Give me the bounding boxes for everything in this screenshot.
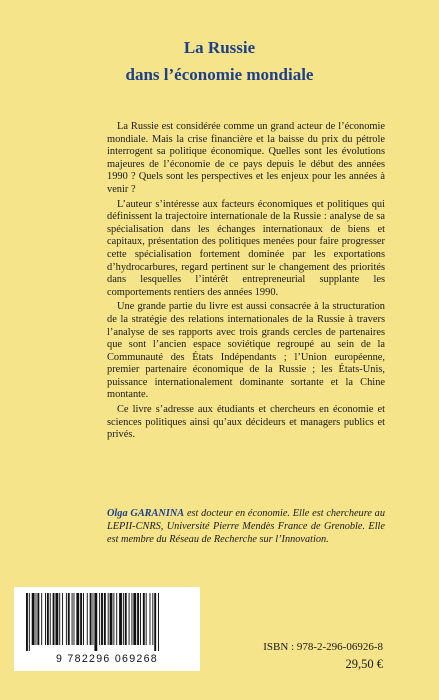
barcode-bar [26,593,28,651]
barcode-bar [123,593,124,645]
barcode-bar [83,593,84,645]
barcode-bar [29,593,30,651]
barcode-bar [154,593,156,651]
price: 29,50 € [345,657,383,671]
barcode-bar [125,593,127,645]
barcode-bar [90,593,92,645]
barcode-bar [76,593,79,645]
blurb-paragraph-2: L’auteur s’intéresse aux facteurs économiques et politiques qui définissent la trajectoire internationale de la Russie : analyse de sa spécialisation dans les échanges internationaux de biens et capitaux, présentation des politiques menées pour faire progresser cette spécialisation fortement dominée par les exportations d’hydrocarbures, regard pertinent sur le changement des priorités dans lesquelles l’intérêt entrepreneurial supplante les comportements rentiers des années 1990. [107,198,385,298]
barcode-bars [24,593,190,651]
barcode-bar [137,593,139,645]
blurb-paragraph-4: Ce livre s’adresse aux étudiants et chercheurs en économie et sciences politiques ainsi qu’aux décideurs et managers publics et privés. [107,404,385,441]
barcode-bar [133,593,136,645]
barcode-bar [45,593,46,645]
author-bio [107,508,385,546]
barcode-bar [110,593,113,645]
barcode-bar [68,593,70,645]
barcode-digits: 9 782296 069268 [56,653,158,665]
barcode-bar [99,593,100,645]
barcode-bar [37,593,39,645]
isbn: ISBN : 978-2-296-06926-8 [263,641,383,653]
barcode [14,587,200,671]
barcode-bar [146,593,147,645]
barcode-bar [55,593,58,645]
barcode-bar [108,593,109,645]
blurb-paragraph-1: La Russie est considérée comme un grand acteur de l’économie mondiale. Mais la crise financière et la baisse du prix du pétrole interrogent sa politique économique. Quelles sont les évolutions majeures de l’économie de ce pays depuis le début des années 1990 ? Quels sont les perspectives et les enjeux pour les années à venir ? [107,121,385,195]
barcode-bar [47,593,49,645]
author-bio-text: est docteur en économie. Elle est chercheure au LEPII-CNRS, Université Pierre Mendès France de Grenoble. Elle est membre du Réseau de Recherche sur l’Innovation. [107,508,385,545]
barcode-bar [50,593,51,645]
barcode-bar [66,593,67,645]
barcode-bar [32,593,35,645]
barcode-bar [104,593,106,645]
book-title-line-1: La Russie [183,38,256,57]
blurb-paragraph-3: Une grande partie du livre est aussi consacrée à la structuration de la stratégie des relations internationales de la Russie à travers l’analyse de ses rapports avec trois grands cercles de partenaires que sont l’ancien espace soviétique regroupé au sein de la Communauté des États Indépendants ; l’Union européenne, premier partenaire économique de la Russie ; les États-Unis, puissance internationalement dominante sortante et la Chine montante. [107,301,385,401]
barcode-bar [80,593,82,645]
barcode-bar [150,593,151,645]
barcode-bar [131,593,132,645]
barcode-bar [113,593,114,645]
barcode-bar [72,593,73,645]
barcode-bar [119,593,122,645]
barcode-bar [87,593,88,645]
barcode-bar [62,593,63,645]
book-title-line-2: dans l’économie mondiale [125,65,314,84]
barcode-bar [143,593,145,645]
barcode-bar [116,593,117,645]
barcode-bar [74,593,75,645]
barcode-bar [59,593,60,645]
barcode-bar [152,593,153,645]
barcode-bar [94,593,97,651]
barcode-bar [41,593,42,645]
barcode-bar [93,593,94,645]
barcode-bar [36,593,37,645]
barcode-bar [158,593,159,651]
barcode-bar [101,593,103,645]
barcode-bar [129,593,130,645]
blurb [107,121,385,444]
barcode-bar [53,593,55,645]
barcode-bar [140,593,141,645]
author-name: Olga GARANINA [107,508,185,519]
